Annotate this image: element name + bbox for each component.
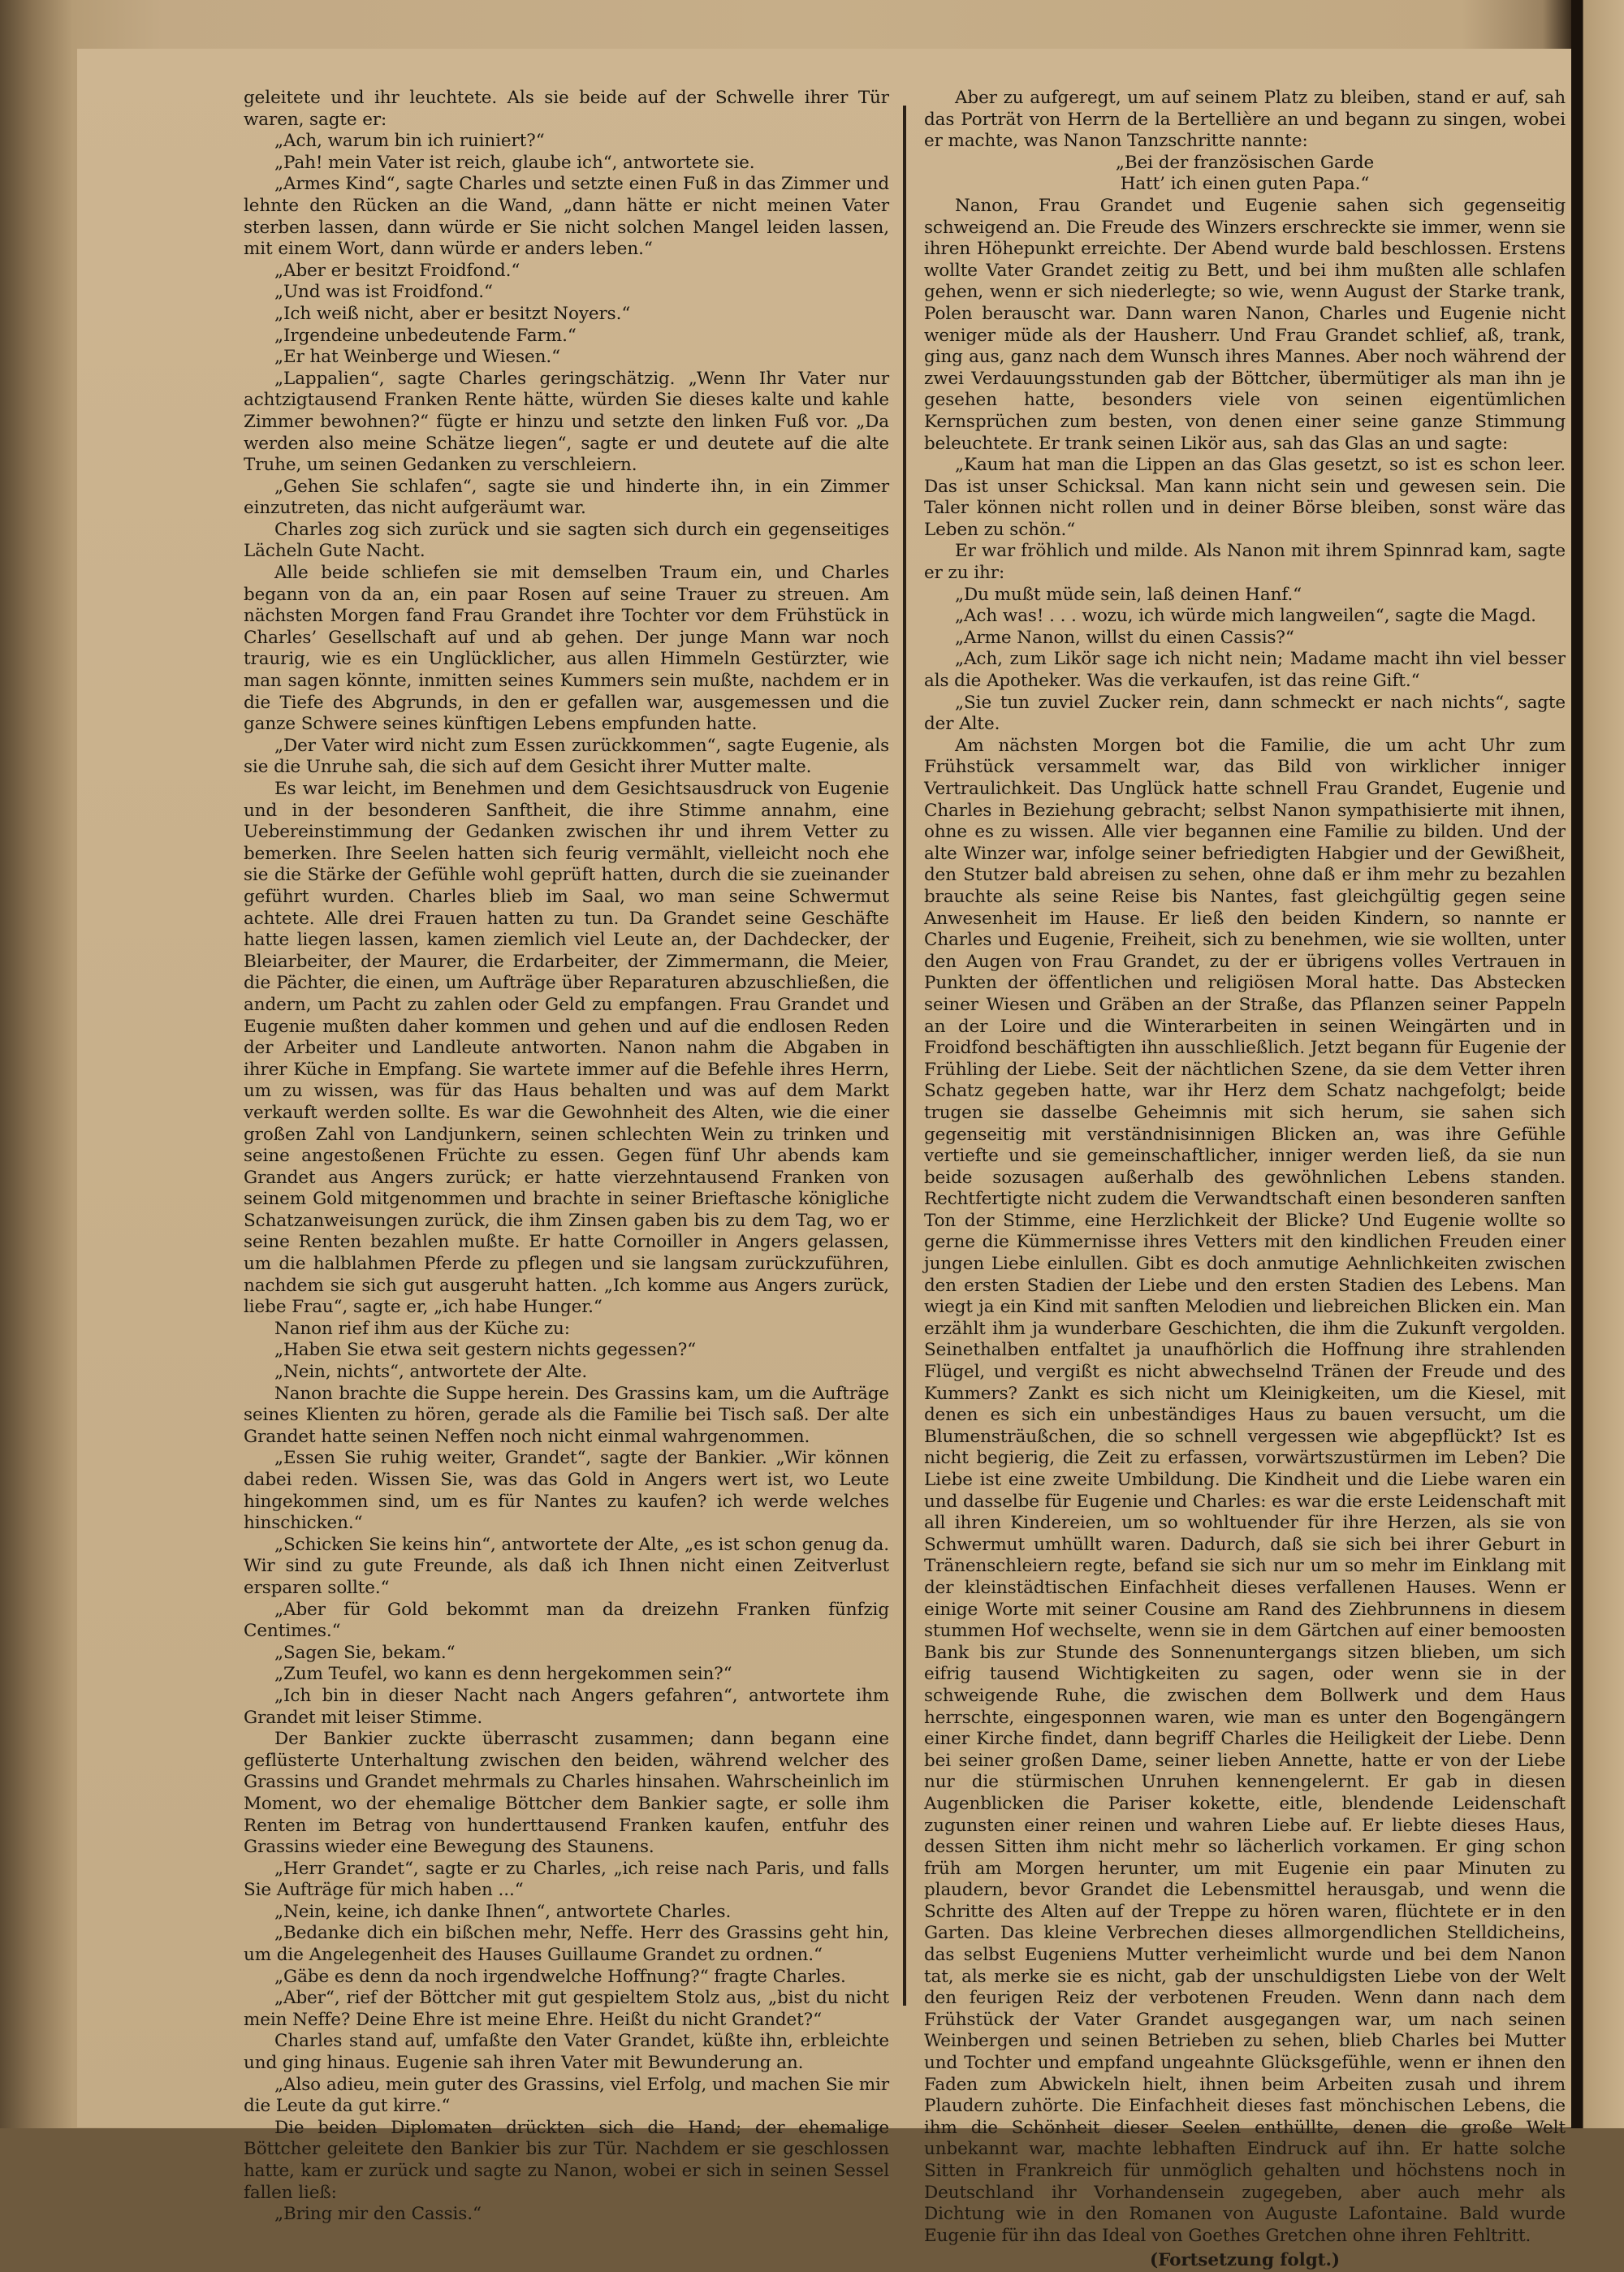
paragraph: Der Bankier zuckte überrascht zusammen; dann begann eine geflüsterte Unterhaltung zwischen den beiden, während welcher des Grassins und Grandet mehrmals zu Charles hinsahen. Wahrscheinlich im Moment, wo der ehemalige Böttcher dem Bankier sagte, er solle ihm Renten im Betrag von hunderttausend Franken kaufen, entfuhr des Grassins wieder eine Bewegung des Staunens. (244, 1729, 889, 1858)
left-column (244, 88, 889, 2226)
paragraph: „Armes Kind“, sagte Charles und setzte einen Fuß in das Zimmer und lehnte den Rücken an die Wand, „dann hätte er nicht meinen Vater sterben lassen, dann würde er Sie nicht solchen Mangel leiden lassen, mit einem Wort, dann würde er anders leben.“ (244, 174, 889, 260)
paragraph: „Zum Teufel, wo kann es denn hergekommen sein?“ (274, 1664, 732, 1685)
paragraph: „Essen Sie ruhig weiter, Grandet“, sagte der Bankier. „Wir können dabei reden. Wissen Sie, was das Gold in Angers wert ist, wo Leute hingekommen sind, um es für Nantes zu kaufen? ich werde welches hinschicken.“ (244, 1448, 889, 1534)
paragraph: „Nein, keine, ich danke Ihnen“, antwortete Charles. (274, 1901, 732, 1922)
paragraph: „Aber“, rief der Böttcher mit gut gespieltem Stolz aus, „bist du nicht mein Neffe? Deine Ehre ist meine Ehre. Heißt du nicht Grandet?“ (244, 1988, 889, 2030)
column-rule (903, 106, 906, 2006)
paragraph: Die beiden Diplomaten drückten sich die Hand; der ehemalige Böttcher geleitete den Bankier bis zur Tür. Nachdem er sie geschlossen hatte, kam er zurück und sagte zu Nanon, wobei er sich in seinen Sessel fallen ließ: (244, 2117, 889, 2203)
paragraph: „Sie tun zuviel Zucker rein, dann schmeckt er nach nichts“, sagte der Alte. (924, 692, 1566, 735)
book-spine (1571, 0, 1583, 2128)
paragraph: „Und was ist Froidfond.“ (274, 282, 493, 303)
paragraph: „Kaum hat man die Lippen an das Glas gesetzt, so ist es schon leer. Das ist unser Schicksal. Man kann nicht sein und gewesen sein. Die Taler können nicht rollen und in deiner Börse bleiben, sonst wäre das Leben zu schön.“ (924, 455, 1566, 540)
song-line: „Bei der französischen Garde (1115, 152, 1375, 173)
paragraph: „Nein, nichts“, antwortete der Alte. (274, 1362, 588, 1383)
paragraph: „Lappalien“, sagte Charles geringschätzig. „Wenn Ihr Vater nur achtzigtausend Franken Rente hätte, würden Sie dieses kalte und kahle Zimmer bewohnen?“ fügte er hinzu und setzte den linken Fuß vor. „Da werden also meine Schätze liegen“, sagte er und deutete auf die alte Truhe, um seinen Gedanken zu verschleiern. (244, 368, 889, 476)
paragraph: „Ach was! . . . wozu, ich würde mich langweilen“, sagte die Magd. (955, 606, 1536, 627)
paragraph: Nanon, Frau Grandet und Eugenie sahen sich gegenseitig schweigend an. Die Freude des Winzers erschreckte sie immer, wenn sie ihren Höhepunkt erreichte. Der Abend wurde bald beschlossen. Erstens wollte Vater Grandet zeitig zu Bett, und bei ihm mußten alle schlafen gehen, wenn er sich niederlegte; so wie, wenn August der Starke trank, Polen berauscht war. Dann waren Nanon, Charles und Eugenie nicht weniger müde als der Hausherr. Und Frau Grandet schlief, aß, trank, ging aus, ganz nach dem Wunsch ihres Mannes. Aber noch während der zwei Verdauungsstunden gab der Böttcher, übermütiger als man ihn je gesehen hatte, besonders viele von seinen eigentümlichen Kernsprüchen zum besten, von denen einer seine ganze Stimmung beleuchtete. Er trank seinen Likör aus, sah das Glas an und sagte: (924, 195, 1566, 454)
paragraph: Aber zu aufgeregt, um auf seinem Platz zu bleiben, stand er auf, sah das Porträt von Herrn de la Bertellière an und begann zu singen, wobei er machte, was Nanon Tanzschritte nannte: (924, 88, 1566, 152)
paragraph: „Also adieu, mein guter des Grassins, viel Erfolg, und machen Sie mir die Leute da gut kirre.“ (244, 2074, 889, 2117)
paragraph: Charles zog sich zurück und sie sagten sich durch ein gegenseitiges Lächeln Gute Nacht. (244, 519, 889, 562)
paragraph: „Herr Grandet“, sagte er zu Charles, „ich reise nach Paris, und falls Sie Aufträge für mich haben ...“ (244, 1858, 889, 1901)
paragraph: „Arme Nanon, willst du einen Cassis?“ (955, 627, 1294, 648)
paragraph: „Gehen Sie schlafen“, sagte sie und hinderte ihn, in ein Zimmer einzutreten, das nicht aufgeräumt war. (244, 476, 889, 519)
paragraph: „Ich bin in dieser Nacht nach Angers gefahren“, antwortete ihm Grandet mit leiser Stimme. (244, 1685, 889, 1728)
paragraph: geleitete und ihr leuchtete. Als sie beide auf der Schwelle ihrer Tür waren, sagte er: (244, 88, 889, 130)
paragraph: „Du mußt müde sein, laß deinen Hanf.“ (955, 584, 1302, 605)
continued-note: (Fortsetzung folgt.) (1150, 2250, 1340, 2271)
paragraph: „Aber er besitzt Froidfond.“ (274, 260, 520, 281)
paragraph: „Ach, warum bin ich ruiniert?“ (274, 131, 545, 152)
paragraph: „Pah! mein Vater ist reich, glaube ich“, antwortete sie. (274, 152, 755, 173)
paragraph: Es war leicht, im Benehmen und dem Gesichtsausdruck von Eugenie und in der besonderen Sanftheit, die ihre Stimme annahm, eine Uebereinstimmung der Gedanken zwischen ihr und ihrem Vetter zu bemerken. Ihre Seelen hatten sich feurig vermählt, vielleicht noch ehe sie die Stärke der Gefühle wohl geprüft hatten, durch die sie zueinander geführt wurden. Charles blieb im Saal, wo man seine Schwermut achtete. Alle drei Frauen hatten zu tun. Da Grandet seine Geschäfte hatte liegen lassen, kamen ziemlich viel Leute an, der Dachdecker, der Bleiarbeiter, der Maurer, die Erdarbeiter, der Zimmermann, die Meier, die Pächter, die einen, um Aufträge über Reparaturen abzuschließen, die andern, um Pacht zu zahlen oder Geld zu empfangen. Frau Grandet und Eugenie mußten daher kommen und gehen und auf die endlosen Reden der Arbeiter und Landleute antworten. Nanon nahm die Abgaben in ihrer Küche in Empfang. Sie wartete immer auf die Befehle ihres Herrn, um zu wissen, was für das Haus behalten und was auf dem Markt verkauft werden sollte. Es war die Gewohnheit des Alten, wie die einer großen Zahl von Landjunkern, seinen schlechten Wein zu trinken und seine angestoßenen Früchte zu essen. Gegen fünf Uhr abends kam Grandet aus Angers zurück; er hatte vierzehntausend Franken von seinem Gold mitgenommen und brachte in seiner Brieftasche königliche Schatzanweisungen zurück, die ihm Zinsen gaben bis zu dem Tag, wo er seine Renten bezahlen mußte. Er hatte Cornoiller in Angers gelassen, um die halblahmen Pferde zu pflegen und sie langsam zurückzuführen, nachdem sie sich gut ausgeruht hatten. „Ich komme aus Angers zurück, liebe Frau“, sagte er, „ich habe Hunger.“ (244, 779, 889, 1318)
song-line: Hatt’ ich einen guten Papa.“ (1120, 174, 1370, 195)
paragraph: Alle beide schliefen sie mit demselben Traum ein, und Charles begann von da an, ein paar Rosen auf seine Trauer zu streuen. Am nächsten Morgen fand Frau Grandet ihre Tochter vor dem Frühstück in Charles’ Gesellschaft auf und ab gehen. Der junge Mann war noch traurig, wie es ein Unglücklicher, aus allen Himmeln Gestürzter, wie man sagen könnte, inmitten seines Kummers sein mußte, nachdem er in die Tiefe des Abgrunds, in den er gefallen war, ausgemessen und die ganze Schwere seines künftigen Lebens empfunden hatte. (244, 563, 889, 735)
paragraph: Nanon rief ihm aus der Küche zu: (274, 1318, 570, 1339)
right-column (924, 88, 1566, 2271)
adjacent-page-edge (1583, 0, 1624, 2128)
paragraph: „Bring mir den Cassis.“ (274, 2204, 482, 2225)
paragraph: „Der Vater wird nicht zum Essen zurückkommen“, sagte Eugenie, als sie die Unruhe sah, die sich auf dem Gesicht ihrer Mutter malte. (244, 735, 889, 778)
paragraph: Am nächsten Morgen bot die Familie, die um acht Uhr zum Frühstück versammelt war, das Bild von wirklicher inniger Vertraulichkeit. Das Unglück hatte schnell Frau Grandet, Eugenie und Charles in Beziehung gebracht; selbst Nanon sympathisierte mit ihnen, ohne es zu wissen. Alle vier begannen eine Familie zu bilden. Und der alte Winzer war, infolge seiner befriedigten Habgier und der Gewißheit, den Stutzer bald abreisen zu sehen, ohne daß er ihm mehr zu bezahlen brauchte als seine Reise bis Nantes, fast gleichgültig gegen seine Anwesenheit im Hause. Er ließ den beiden Kindern, so nannte er Charles und Eugenie, Freiheit, sich zu benehmen, wie sie wollten, unter den Augen von Frau Grandet, zu der er übrigens volles Vertrauen in Punkten der öffentlichen und religiösen Moral hatte. Das Abstecken seiner Wiesen und Gräben an der Straße, das Pflanzen seiner Pappeln an der Loire und die Winterarbeiten in seinen Weingärten und in Froidfond beschäftigten ihn ausschließlich. Jetzt begann für Eugenie der Frühling der Liebe. Seit der nächtlichen Szene, da sie dem Vetter ihren Schatz gegeben hatte, war ihr Herz dem Schatz nachgefolgt; beide trugen sie dasselbe Geheimnis mit sich herum, sie sahen sich gegenseitig mit verständnisinnigen Blicken an, was ihre Gefühle vertiefte und sie gemeinschaftlicher, inniger werden ließ, da sie nun beide sozusagen außerhalb des gewöhnlichen Lebens standen. Rechtfertigte nicht zudem die Verwandtschaft einen besonderen sanften Ton der Stimme, eine Herzlichkeit der Blicke? Und Eugenie wollte so gerne die Kümmernisse ihres Vetters mit den kindlichen Freuden einer jungen Liebe einlullen. Gibt es doch anmutige Aehnlichkeiten zwischen den ersten Stadien der Liebe und den ersten Stadien des Lebens. Man wiegt ja ein Kind mit sanften Melodien und liebreichen Blicken ein. Man erzählt ihm ja wunderbare Geschichten, die ihm die Zukunft vergolden. Seinethalben entfaltet ja unaufhörlich die Hoffnung ihre strahlenden Flügel, und vergißt es nicht abwechselnd Tränen der Freude und des Kummers? Zankt es sich nicht um Kleinigkeiten, um die Kiesel, mit denen es sich ein unbeständiges Haus zu bauen versucht, um die Blumensträußchen, die so schnell vergessen wie abgepflückt? Ist es nicht begierig, die Zeit zu erfassen, vorwärtszustürmen im Leben? Die Liebe ist eine zweite Umbildung. Die Kindheit und die Liebe waren ein und dasselbe für Eugenie und Charles: es war die erste Leidenschaft mit all ihren Kindereien, um so wohltuender für ihre Herzen, als sie von Schwermut umhüllt waren. Dadurch, daß sie sich bei ihrer Geburt in Tränenschleiern regte, befand sie sich nur um so mehr im Einklang mit der kleinstädtischen Einfachheit dieses verfallenen Hauses. Wenn er einige Worte mit seiner Cousine am Rand des Ziehbrunnens in diesem stummen Hof wechselte, wenn sie in dem Gärtchen auf einer bemoosten Bank bis zur Stunde des Sonnenuntergangs sitzen blieben, um sich eifrig tausend Wichtigkeiten zu sagen, oder wenn sie in der schweigende Ruhe, die zwischen dem Bollwerk und dem Haus herrschte, eingesponnen waren, wie man es unter den Bogengängern einer Kirche findet, dann begriff Charles die Heiligkeit der Liebe. Denn bei seiner großen Dame, seiner lieben Annette, hatte er von der Liebe nur die stürmischen Unruhen kennengelernt. Er gab in diesen Augenblicken die Pariser kokette, eitle, blendende Leidenschaft zugunsten einer reinen und wahren Liebe auf. Er liebte dieses Haus, dessen Sitten ihm nicht mehr so lächerlich vorkamen. Er ging schon früh am Morgen herunter, um mit Eugenie ein paar Minuten zu plaudern, bevor Grandet die Lebensmittel herausgab, und wenn die Schritte des Alten auf der Treppe zu hören waren, flüchtete er in den Garten. Das kleine Verbrechen dieses allmorgendlichen Stelldicheins, das selbst Eugeniens Mutter verheimlicht wurde und bei dem Nanon tat, als merke sie es nicht, gab der unschuldigsten Liebe von der Welt den feurigen Reiz der verbotenen Freuden. Wenn dann nach dem Frühstück der Vater Grandet ausgegangen war, um nach seinen Weinbergen und seinen Betrieben zu sehen, blieb Charles bei Mutter und Tochter und empfand ungeahnte Glücksgefühle, wenn er ihnen den Faden zum Abwickeln hielt, ihnen beim Arbeiten zusah und ihrem Plaudern zuhörte. Die Einfachheit dieses fast mönchischen Lebens, die ihm die Schönheit dieser Seelen enthüllte, denen die große Welt unbekannt war, machte lebhaften Eindruck auf ihn. Er hatte solche Sitten in Frankreich für unmöglich gehalten und höchstens noch in Deutschland ihr Vorhandensein zugegeben, aber auch mehr als Dichtung wie in den Romanen von Auguste Lafontaine. Bald wurde Eugenie für ihn das Ideal von Goethes Gretchen ohne ihren Fehltritt. (924, 735, 1566, 2246)
paragraph: „Bedanke dich ein bißchen mehr, Neffe. Herr des Grassins geht hin, um die Angelegenheit des Hauses Guillaume Grandet zu ordnen.“ (244, 1923, 889, 1966)
paragraph: „Ich weiß nicht, aber er besitzt Noyers.“ (274, 303, 631, 324)
paragraph: „Gäbe es denn da noch irgendwelche Hoffnung?“ fragte Charles. (274, 1966, 846, 1987)
paragraph: „Haben Sie etwa seit gestern nichts gegessen?“ (274, 1340, 697, 1361)
paragraph: „Irgendeine unbedeutende Farm.“ (274, 325, 577, 346)
paragraph: Nanon brachte die Suppe herein. Des Grassins kam, um die Aufträge seines Klienten zu hören, gerade als die Familie bei Tisch saß. Der alte Grandet hatte seinen Neffen noch nicht einmal wahrgenommen. (244, 1383, 889, 1447)
paragraph: Er war fröhlich und milde. Als Nanon mit ihrem Spinnrad kam, sagte er zu ihr: (924, 541, 1566, 584)
paragraph: Charles stand auf, umfaßte den Vater Grandet, küßte ihn, erbleichte und ging hinaus. Eugenie sah ihren Vater mit Bewunderung an. (244, 2031, 889, 2074)
paragraph: „Er hat Weinberge und Wiesen.“ (274, 347, 561, 368)
paragraph: „Aber für Gold bekommt man da dreizehn Franken fünfzig Centimes.“ (244, 1599, 889, 1642)
paragraph: „Sagen Sie, bekam.“ (274, 1642, 456, 1663)
paragraph: „Schicken Sie keins hin“, antwortete der Alte, „es ist schon genug da. Wir sind zu gute Freunde, als daß ich Ihnen nicht einen Zeitverlust ersparen sollte.“ (244, 1534, 889, 1598)
paragraph: „Ach, zum Likör sage ich nicht nein; Madame macht ihn viel besser als die Apotheker. Was die verkaufen, ist das reine Gift.“ (924, 649, 1566, 692)
